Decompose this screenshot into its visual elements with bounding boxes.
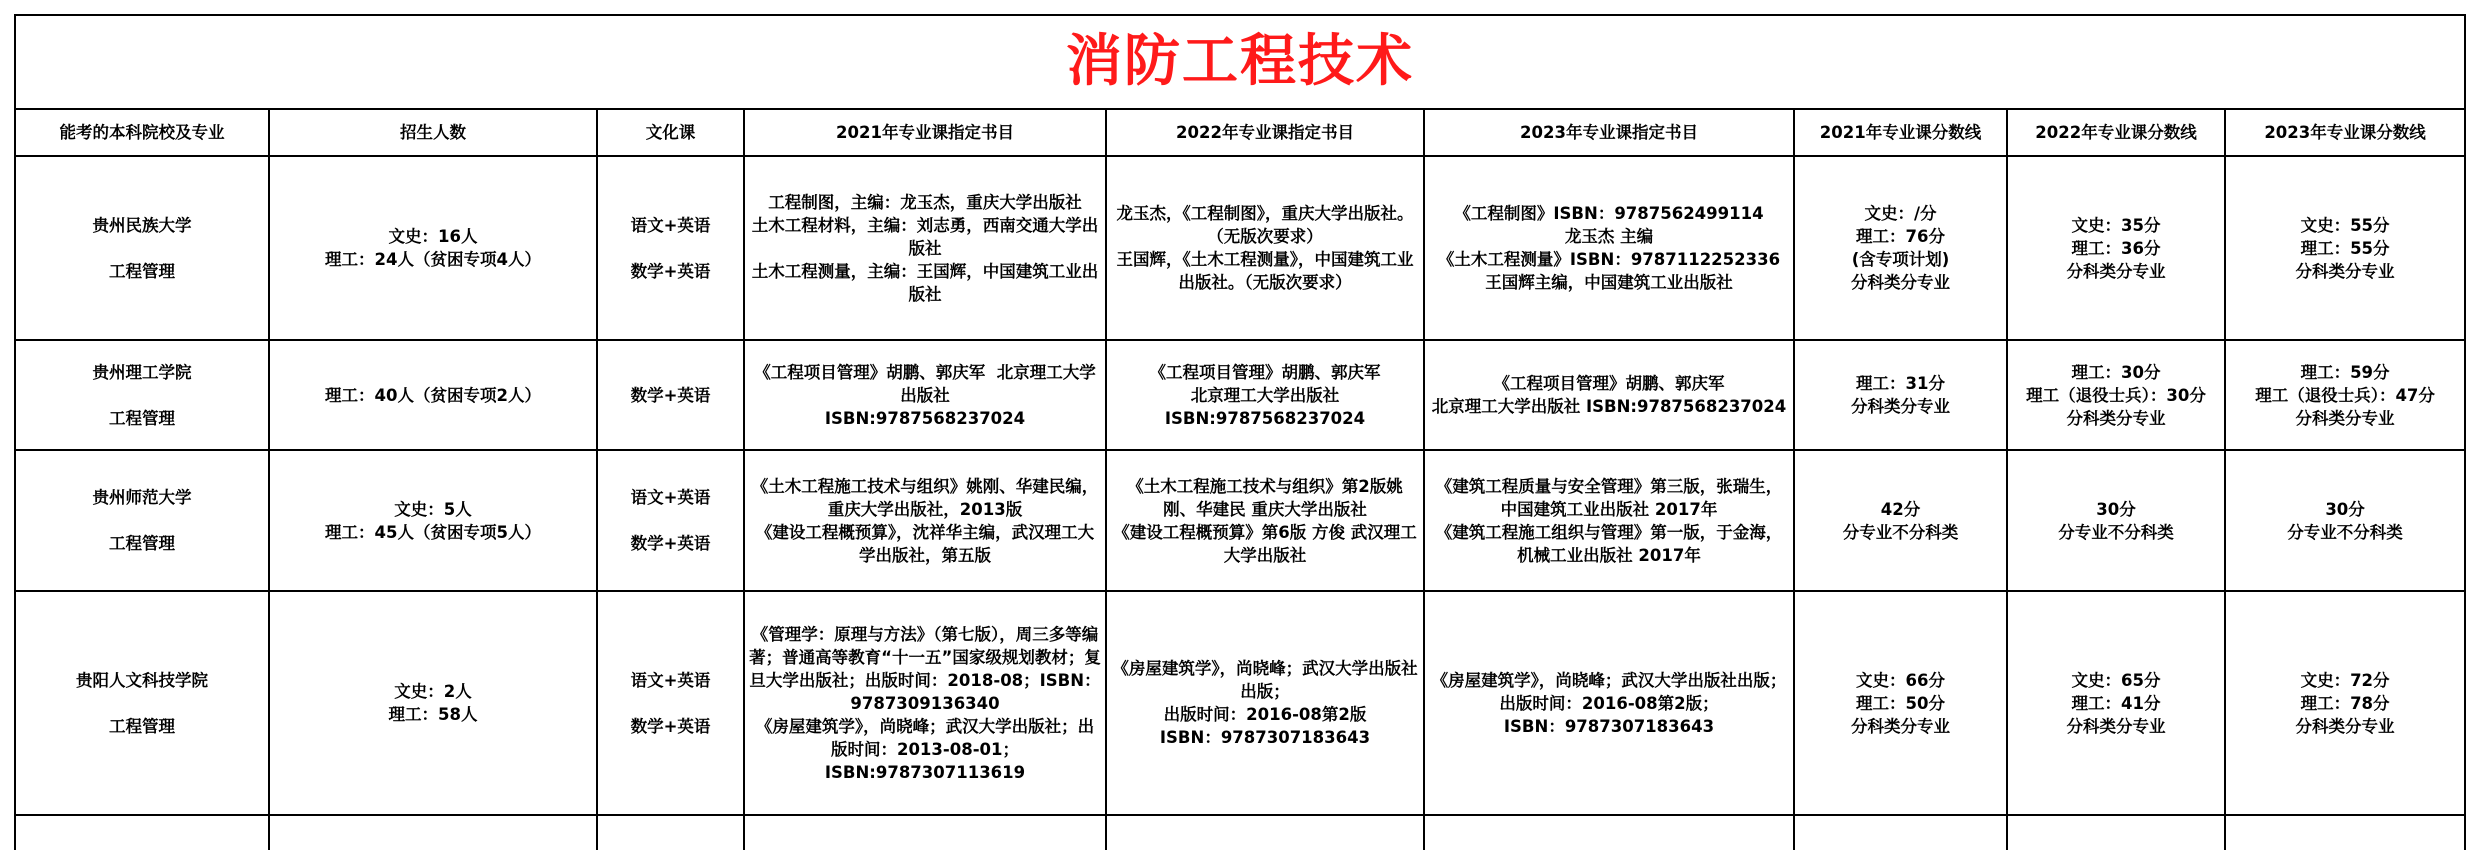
cell-text: 理工：76分: [1856, 227, 1945, 246]
cell-text: ISBN:9787568237024: [824, 408, 1026, 428]
books-2022-cell[interactable]: [1106, 450, 1424, 591]
cell-text: 《建筑工程质量与安全管理》第三版，张瑞生，中国建筑工业出版社 2017年: [1435, 476, 1783, 519]
cell-text: 文史：16人: [388, 227, 478, 246]
cell-text: 文史：55分: [2300, 215, 2390, 235]
books-2023-cell[interactable]: [1424, 340, 1794, 450]
cell-text: 文史：66分: [1856, 670, 1945, 690]
score-2021-cell[interactable]: [1794, 156, 2007, 340]
cell-text: 42分: [1880, 499, 1921, 519]
school-name: 贵州民族大学: [92, 215, 192, 235]
enroll-cell[interactable]: [269, 450, 597, 591]
empty-cell[interactable]: [597, 815, 744, 850]
empty-cell[interactable]: [15, 815, 269, 850]
cell-text: 理工：78分: [2300, 693, 2390, 713]
culture-cell[interactable]: [597, 340, 744, 450]
school-name: 贵州理工学院: [92, 362, 192, 382]
cell-text: 理工：45人（贫困专项5人）: [325, 522, 541, 542]
cell-text: 语文+英语: [630, 488, 711, 507]
score-2021-cell[interactable]: [1794, 591, 2007, 815]
cell-text: 数学+英语: [630, 385, 711, 405]
cell-text: 语文+英语: [630, 215, 711, 235]
school-cell[interactable]: [15, 591, 269, 815]
cell-text: 分科类分专业: [1851, 716, 1950, 736]
cell-text: 《工程制图》ISBN：9787562499114: [1454, 204, 1764, 223]
cell-text: 龙玉杰，《工程制图》，重庆大学出版社。（无版次要求）: [1116, 204, 1414, 246]
cell-text: 理工（退役士兵）：30分: [2026, 385, 2206, 405]
major-name: 工程管理: [109, 534, 175, 553]
cell-text: 文史：/分: [1864, 204, 1937, 223]
col-header-books-2023[interactable]: 2023年专业课指定书目: [1424, 109, 1794, 156]
school-name: 贵州师范大学: [92, 488, 192, 507]
cell-text: 理工：30分: [2071, 362, 2161, 382]
books-2021-cell[interactable]: [744, 156, 1106, 340]
empty-cell[interactable]: [1106, 815, 1424, 850]
cell-text: 《建筑工程施工组织与管理》第一版，于金海，机械工业出版社 2017年: [1435, 522, 1783, 565]
books-2023-cell[interactable]: [1424, 591, 1794, 815]
score-2023-cell[interactable]: [2225, 591, 2465, 815]
score-2023-cell[interactable]: [2225, 156, 2465, 340]
cell-text: 《工程项目管理》胡鹏、郭庆军: [1493, 374, 1725, 393]
cell-text: 理工：59分: [2300, 362, 2390, 382]
cell-text: 《管理学：原理与方法》（第七版），周三多等编著；普通高等教育“十一五”国家级规划教材；复旦大学出版社；出版时间：2018-08；ISBN：9787309136340: [749, 624, 1101, 713]
cell-text: 《建设工程概预算》，沈祥华主编，武汉理工大学出版社，第五版: [755, 522, 1095, 565]
culture-cell[interactable]: [597, 591, 744, 815]
cell-text: 语文+英语: [630, 670, 711, 690]
cell-text: 王国辉，《土木工程测量》，中国建筑工业出版社。（无版次要求）: [1116, 250, 1414, 292]
cell-text: ISBN：9787307183643: [1159, 728, 1371, 747]
cell-text: 30分: [2325, 499, 2365, 519]
cell-text: 分科类分专业: [2066, 716, 2166, 736]
major-name: 工程管理: [109, 408, 175, 428]
major-name: 工程管理: [109, 261, 175, 281]
cell-text: 文史：2人: [394, 682, 472, 701]
col-header-culture[interactable]: 文化课: [597, 109, 744, 156]
score-2022-cell[interactable]: [2007, 340, 2225, 450]
school-name: 贵阳人文科技学院: [76, 670, 208, 690]
cell-text: 数学+英语: [630, 261, 711, 281]
cell-text: 《工程项目管理》胡鹏、郭庆军 北京理工大学出版社: [754, 362, 1096, 405]
cell-text: 分科类分专业: [2295, 261, 2395, 281]
col-header-score-2022[interactable]: 2022年专业课分数线: [2007, 109, 2225, 156]
cell-text: 分科类分专业: [1851, 273, 1950, 292]
cell-text: 分科类分专业: [1851, 397, 1950, 416]
major-name: 工程管理: [109, 716, 175, 736]
empty-cell[interactable]: [744, 815, 1106, 850]
cell-text: ISBN：9787307183643: [1503, 716, 1715, 736]
cell-text: 北京理工大学出版社 ISBN:9787568237024: [1431, 397, 1787, 416]
empty-cell[interactable]: [269, 815, 597, 850]
cell-text: 《土木工程施工技术与组织》姚刚、华建民编，重庆大学出版社，2013版: [751, 476, 1099, 519]
cell-text: 分科类分专业: [2066, 408, 2166, 428]
table-row: [15, 591, 2465, 815]
score-2023-cell[interactable]: [2225, 450, 2465, 591]
course-table: [14, 14, 2466, 850]
cell-text: 文史：72分: [2300, 670, 2390, 690]
cell-text: 理工（退役士兵）：47分: [2255, 385, 2435, 405]
books-2022-cell[interactable]: [1106, 591, 1424, 815]
col-header-enroll[interactable]: 招生人数: [269, 109, 597, 156]
table-row: [15, 156, 2465, 340]
cell-text: 分科类分专业: [2295, 408, 2395, 428]
books-2021-cell[interactable]: [744, 591, 1106, 815]
cell-text: ISBN:9787568237024: [1164, 408, 1366, 428]
books-2022-cell[interactable]: [1106, 340, 1424, 450]
school-cell[interactable]: [15, 340, 269, 450]
cell-text: 数学+英语: [630, 534, 711, 553]
school-cell[interactable]: [15, 156, 269, 340]
cell-text: 理工：41分: [2071, 693, 2161, 713]
col-header-books-2021[interactable]: 2021年专业课指定书目: [744, 109, 1106, 156]
books-2023-cell[interactable]: [1424, 156, 1794, 340]
cell-text: 文史：5人: [394, 499, 472, 519]
books-2021-cell[interactable]: [744, 340, 1106, 450]
cell-text: 《建设工程概预算》第6版 方俊 武汉理工大学出版社: [1113, 522, 1417, 565]
enroll-cell[interactable]: [269, 340, 597, 450]
cell-text: 分专业不分科类: [2058, 522, 2174, 542]
score-2022-cell[interactable]: [2007, 591, 2225, 815]
enroll-cell[interactable]: [269, 156, 597, 340]
culture-cell[interactable]: [597, 156, 744, 340]
col-header-books-2022[interactable]: 2022年专业课指定书目: [1106, 109, 1424, 156]
cell-text: 理工：55分: [2300, 238, 2390, 258]
cell-text: 理工：36分: [2071, 238, 2161, 258]
culture-cell[interactable]: [597, 450, 744, 591]
col-header-score-2023[interactable]: 2023年专业课分数线: [2225, 109, 2465, 156]
cell-text: 《土木工程测量》ISBN：9787112252336: [1437, 250, 1781, 269]
cell-text: 理工：58人: [388, 705, 478, 724]
page-title: 消防工程技术: [15, 15, 2465, 109]
cell-text: 工程制图，主编：龙玉杰，重庆大学出版社: [768, 192, 1082, 212]
cell-text: 土木工程测量，主编：王国辉，中国建筑工业出版社: [751, 261, 1099, 304]
table-row: [15, 340, 2465, 450]
score-2022-cell[interactable]: [2007, 156, 2225, 340]
cell-text: (含专项计划): [1851, 250, 1950, 269]
table-row: [15, 450, 2465, 591]
cell-text: 王国辉主编，中国建筑工业出版社: [1485, 273, 1733, 292]
cell-text: 分专业不分科类: [1842, 522, 1959, 542]
score-2022-cell[interactable]: [2007, 450, 2225, 591]
cell-text: 文史：65分: [2071, 670, 2161, 690]
cell-text: 《土木工程施工技术与组织》第2版姚刚、华建民 重庆大学出版社: [1127, 476, 1403, 519]
books-2021-cell[interactable]: [744, 450, 1106, 591]
score-2023-cell[interactable]: [2225, 340, 2465, 450]
empty-cell[interactable]: [2225, 815, 2465, 850]
cell-text: 理工：24人（贫困专项4人）: [325, 250, 541, 269]
empty-cell[interactable]: [1794, 815, 2007, 850]
books-2022-cell[interactable]: [1106, 156, 1424, 340]
cell-text: 30分: [2096, 499, 2136, 519]
cell-text: 理工：31分: [1856, 374, 1945, 393]
cell-text: 数学+英语: [630, 716, 711, 736]
cell-text: 理工：50分: [1856, 693, 1945, 713]
cell-text: 理工：40人（贫困专项2人）: [325, 385, 541, 405]
score-2021-cell[interactable]: [1794, 450, 2007, 591]
cell-text: 文史：35分: [2071, 215, 2161, 235]
col-header-score-2021[interactable]: 2021年专业课分数线: [1794, 109, 2007, 156]
cell-text: 《房屋建筑学》，尚晓峰；武汉大学出版社；出版时间：2013-08-01；ISBN:9787307113619: [755, 716, 1095, 782]
cell-text: 《房屋建筑学》，尚晓峰；武汉大学出版社出版；: [1112, 659, 1418, 701]
empty-cell[interactable]: [2007, 815, 2225, 850]
cell-text: 出版时间：2016-08第2版: [1163, 705, 1367, 724]
cell-text: 分科类分专业: [2295, 716, 2395, 736]
table-row: [15, 815, 2465, 850]
cell-text: 分科类分专业: [2066, 261, 2166, 281]
enroll-cell[interactable]: [269, 591, 597, 815]
cell-text: 《房屋建筑学》，尚晓峰；武汉大学出版社出版；出版时间：2016-08第2版；: [1431, 670, 1787, 713]
col-header-school[interactable]: 能考的本科院校及专业: [15, 109, 269, 156]
header-row: [15, 109, 2465, 156]
books-2023-cell[interactable]: [1424, 450, 1794, 591]
school-cell[interactable]: [15, 450, 269, 591]
empty-cell[interactable]: [1424, 815, 1794, 850]
cell-text: 龙玉杰 主编: [1564, 227, 1654, 246]
score-2021-cell[interactable]: [1794, 340, 2007, 450]
cell-text: 《工程项目管理》胡鹏、郭庆军: [1149, 362, 1381, 382]
cell-text: 分专业不分科类: [2287, 522, 2403, 542]
cell-text: 北京理工大学出版社: [1190, 385, 1340, 405]
cell-text: 土木工程材料，主编：刘志勇，西南交通大学出版社: [751, 215, 1099, 258]
